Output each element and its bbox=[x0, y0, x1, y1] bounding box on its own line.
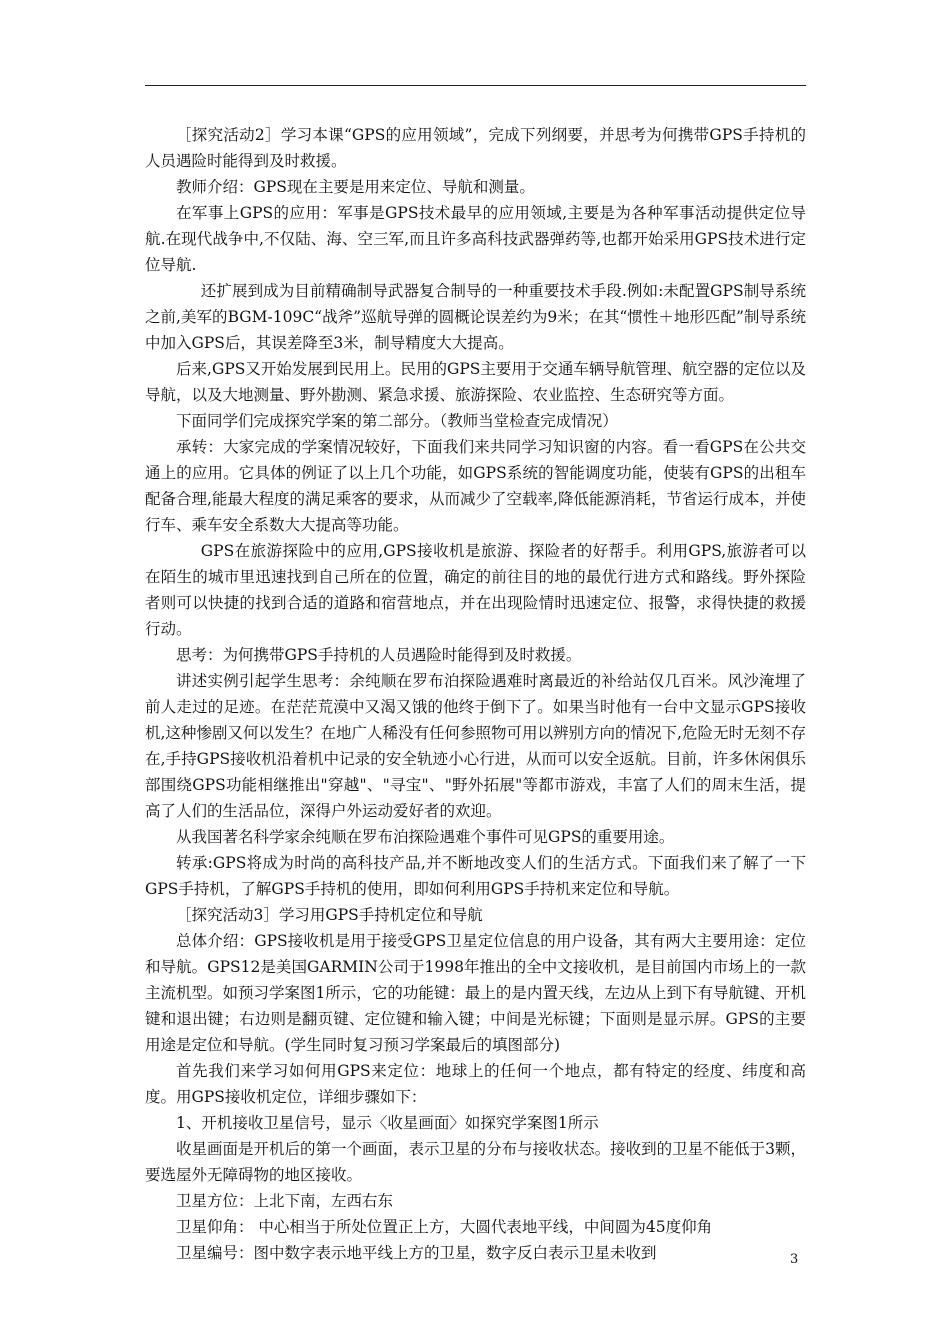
paragraph: ［探究活动2］学习本课“GPS的应用领域”，完成下列纲要，并思考为何携带GPS手持机的人员遇险时能得到及时救援。 bbox=[145, 126, 806, 170]
body-text bbox=[145, 122, 806, 1266]
paragraph: 卫星方位：上北下南，左西右东 bbox=[176, 1192, 394, 1210]
paragraph: 思考：为何携带GPS手持机的人员遇险时能得到及时救援。 bbox=[176, 646, 582, 664]
paragraph: 还扩展到成为目前精确制导武器复合制导的一种重要技术手段.例如:未配置GPS制导系统之前,美军的BGM-109C“战斧”巡航导弹的圆概论误差约为9米；在其“惯性＋地形匹配”制导系统中加入GPS后，其误差降至3米，制导精度大大提高。 bbox=[145, 282, 806, 352]
header-rule bbox=[145, 85, 806, 86]
paragraph: ［探究活动3］学习用GPS手持机定位和导航 bbox=[176, 906, 483, 924]
paragraph: 转承:GPS将成为时尚的高科技产品,并不断地改变人们的生活方式。下面我们来了解了一下GPS手持机，了解GPS手持机的使用，即如何利用GPS手持机来定位和导航。 bbox=[145, 854, 806, 898]
paragraph: 首先我们来学习如何用GPS来定位：地球上的任何一个地点，都有特定的经度、纬度和高度。用GPS接收机定位，详细步骤如下： bbox=[145, 1062, 806, 1106]
paragraph: 教师介绍：GPS现在主要是用来定位、导航和测量。 bbox=[176, 178, 535, 196]
paragraph: 讲述实例引起学生思考：余纯顺在罗布泊探险遇难时离最近的补给站仅几百米。风沙淹埋了前人走过的足迹。在茫茫荒漠中又渴又饿的他终于倒下了。如果当时他有一台中文显示GPS接收机,这种惨剧又何以发生？在地广人稀没有任何参照物可用以辨别方向的情况下,危险无时无刻不存在,手持GPS接收机沿着机中记录的安全轨迹小心行进，从而可以安全返航。目前，许多休闲俱乐部围绕GPS功能相继推出"穿越"、"寻宝"、"野外拓展"等都市游戏，丰富了人们的周末生活，提高了人们的生活品位，深得户外运动爱好者的欢迎。 bbox=[145, 672, 806, 820]
paragraph: GPS在旅游探险中的应用,GPS接收机是旅游、探险者的好帮手。利用GPS,旅游者可以在陌生的城市里迅速找到自己所在的位置，确定的前往目的地的最优行进方式和路线。野外探险者则可以快捷的找到合适的道路和宿营地点，并在出现险情时迅速定位、报警，求得快捷的救援行动。 bbox=[145, 542, 806, 638]
paragraph: 总体介绍：GPS接收机是用于接受GPS卫星定位信息的用户设备，其有两大主要用途：定位和导航。GPS12是美国GARMIN公司于1998年推出的全中文接收机，是目前国内市场上的一款主流机型。如预习学案图1所示，它的功能键：最上的是内置天线，左边从上到下有导航键、开机键和退出键；右边则是翻页键、定位键和输入键；中间是光标键；下面则是显示屏。GPS的主要用途是定位和导航。(学生同时复习预习学案最后的填图部分) bbox=[145, 932, 806, 1054]
paragraph: 后来,GPS又开始发展到民用上。民用的GPS主要用于交通车辆导航管理、航空器的定位以及导航，以及大地测量、野外勘测、紧急求援、旅游探险、农业监控、生态研究等方面。 bbox=[145, 360, 806, 404]
paragraph: 下面同学们完成探究学案的第二部分。（教师当堂检查完成情况） bbox=[176, 412, 618, 430]
paragraph: 卫星编号：图中数字表示地平线上方的卫星，数字反白表示卫星未收到 bbox=[176, 1244, 657, 1262]
paragraph: 承转：大家完成的学案情况较好，下面我们来共同学习知识窗的内容。看一看GPS在公共交通上的应用。它具体的例证了以上几个功能，如GPS系统的智能调度功能，使装有GPS的出租车配备合理,能最大程度的满足乘客的要求，从而减少了空载率,降低能源消耗，节省运行成本，并使行车、乘车安全系数大大提高等功能。 bbox=[145, 438, 806, 534]
paragraph: 收星画面是开机后的第一个画面，表示卫星的分布与接收状态。接收到的卫星不能低于3颗，要选屋外无障碍物的地区接收。 bbox=[145, 1140, 806, 1184]
page-number: 3 bbox=[790, 1252, 799, 1267]
paragraph: 从我国著名科学家余纯顺在罗布泊探险遇难个事件可见GPS的重要用途。 bbox=[176, 828, 675, 846]
paragraph: 卫星仰角： 中心相当于所处位置正上方，大圆代表地平线，中间圆为45度仰角 bbox=[176, 1218, 713, 1236]
paragraph: 在军事上GPS的应用：军事是GPS技术最早的应用领域,主要是为各种军事活动提供定位导航.在现代战争中,不仅陆、海、空三军,而且许多高科技武器弹药等,也都开始采用GPS技术进行定位导航. bbox=[145, 204, 806, 274]
paragraph: 1、开机接收卫星信号，显示〈收星画面〉如探究学案图1所示 bbox=[176, 1114, 599, 1132]
